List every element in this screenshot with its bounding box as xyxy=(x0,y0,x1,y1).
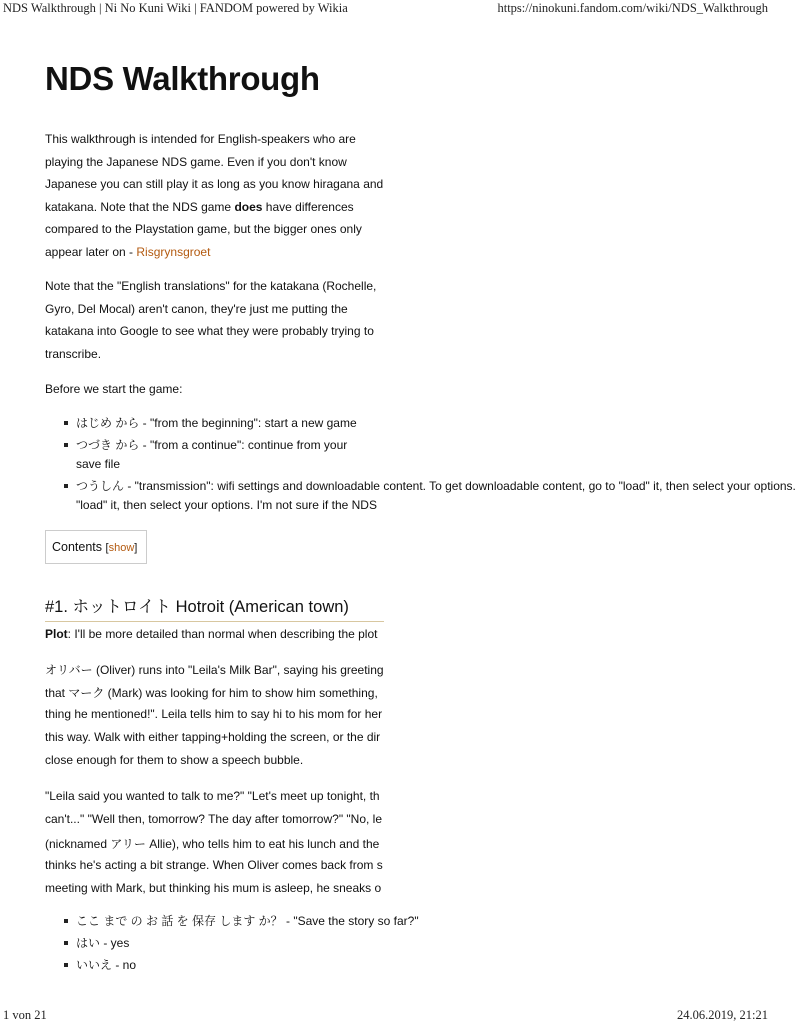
print-header-title: NDS Walkthrough | Ni No Kuni Wiki | FANDOM powered by Wikia xyxy=(3,1,348,15)
page-title: NDS Walkthrough xyxy=(45,60,320,97)
list-item: つうしん - "transmission": wifi settings and downloadable content. To get downloadable content, go to "load" it, then select your options. "load" it, then select your options. I'm not sure if the NDS xyxy=(45,477,645,515)
paragraph-line: thinks he's acting a bit strange. When Oliver comes back from s xyxy=(45,858,383,872)
paragraph-line: thing he mentioned!". Leila tells him to say hi to his mom for her xyxy=(45,707,383,721)
paragraph-line: "Leila said you wanted to talk to me?" "Let's meet up tonight, th xyxy=(45,789,380,803)
paragraph-line: this way. Walk with either tapping+holding the screen, or the dir xyxy=(45,730,381,744)
paragraph-line: that マーク (Mark) was looking for him to show him something, xyxy=(45,686,378,700)
paragraph-line: (nicknamed アリー Allie), who tells him to eat his lunch and the xyxy=(45,837,380,851)
print-footer-page: 1 von 21 xyxy=(3,1008,47,1022)
intro-paragraph xyxy=(45,128,384,263)
start-menu-list xyxy=(45,414,796,515)
list-item: つづき から - "from a continue": continue from your save file xyxy=(45,436,645,477)
plot-label: Plot xyxy=(45,627,68,641)
plot-line: Plot: I'll be more detailed than normal when describing the plot xyxy=(45,627,378,641)
toc-show-link[interactable]: show xyxy=(108,542,135,554)
article-content xyxy=(45,56,796,986)
paragraph-line: close enough for them to show a speech bubble. xyxy=(45,753,304,767)
save-prompt-list xyxy=(45,912,645,975)
table-of-contents: Contents [show] xyxy=(45,530,147,564)
paragraph-line: meeting with Mark, but thinking his mum is asleep, he sneaks o xyxy=(45,881,382,895)
list-item: はい - yes xyxy=(45,934,645,956)
note-paragraph: Note that the "English translations" for the katakana (Rochelle, Gyro, Del Mocal) aren't canon, they're just me putting the katakana into Google to see what they were probably trying to transcribe. xyxy=(45,279,377,361)
list-item: ここ まで の お 話 を 保存 します か？ - "Save the story so far?" xyxy=(45,912,645,934)
intro-text-a: This walkthrough is intended for English-speakers who are playing the Japanese NDS game. Even if you don't know Japanese you can still play it as long as you know hiragana and katakana. Note that the NDS game xyxy=(45,132,384,214)
intro-text-b: have differences compared to the Playstation game, but the bigger ones only appear later on - xyxy=(45,199,362,259)
toc-label: Contents xyxy=(52,540,103,554)
paragraph-line: オリバー (Oliver) runs into "Leila's Milk Bar", saying his greeting xyxy=(45,663,384,677)
intro-bold: does xyxy=(234,199,263,214)
author-link[interactable]: Risgrynsgroet xyxy=(136,244,211,259)
section-heading: #1. ホットロイト Hotroit (American town) xyxy=(45,593,384,622)
print-header-url: https://ninokuni.fandom.com/wiki/NDS_Walkthrough xyxy=(497,1,768,15)
list-item: はじめ から - "from the beginning": start a new game xyxy=(45,414,645,436)
list-item: いいえ - no xyxy=(45,956,645,975)
print-footer-datetime: 24.06.2019, 21:21 xyxy=(677,1008,768,1022)
before-start-text: Before we start the game: xyxy=(45,382,183,396)
paragraph-line: can't..." "Well then, tomorrow? The day after tomorrow?" "No, le xyxy=(45,812,383,826)
